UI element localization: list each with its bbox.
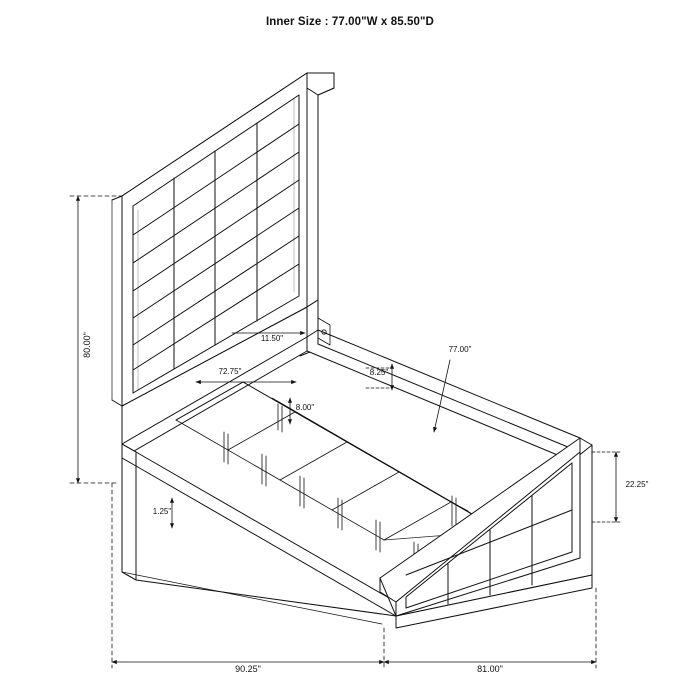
dimension-overall-height: 80.00" — [82, 332, 92, 358]
dimension-headboard-thickness: 11.50" — [260, 334, 284, 343]
footboard — [380, 438, 592, 628]
page-title: Inner Size : 77.00"W x 85.50"D — [266, 16, 434, 28]
dimension-footboard-height: 22.25" — [625, 480, 649, 489]
dimension-inner-depth-rail: 72.75" — [218, 367, 242, 376]
rail-brackets — [318, 318, 468, 511]
dimension-slat-height: 8.00" — [295, 403, 315, 412]
headboard-left-post — [112, 196, 122, 470]
support-legs — [224, 404, 456, 574]
dimension-overall-width: 81.00" — [477, 664, 503, 674]
dimension-overall-depth: 90.25" — [235, 664, 261, 674]
dimension-side-rail-height: 8.25" — [369, 368, 389, 377]
dimension-rail-bottom-clearance: 1.25" — [152, 507, 172, 516]
headboard — [122, 73, 334, 406]
dimension-inner-width: 77.00" — [448, 345, 472, 354]
